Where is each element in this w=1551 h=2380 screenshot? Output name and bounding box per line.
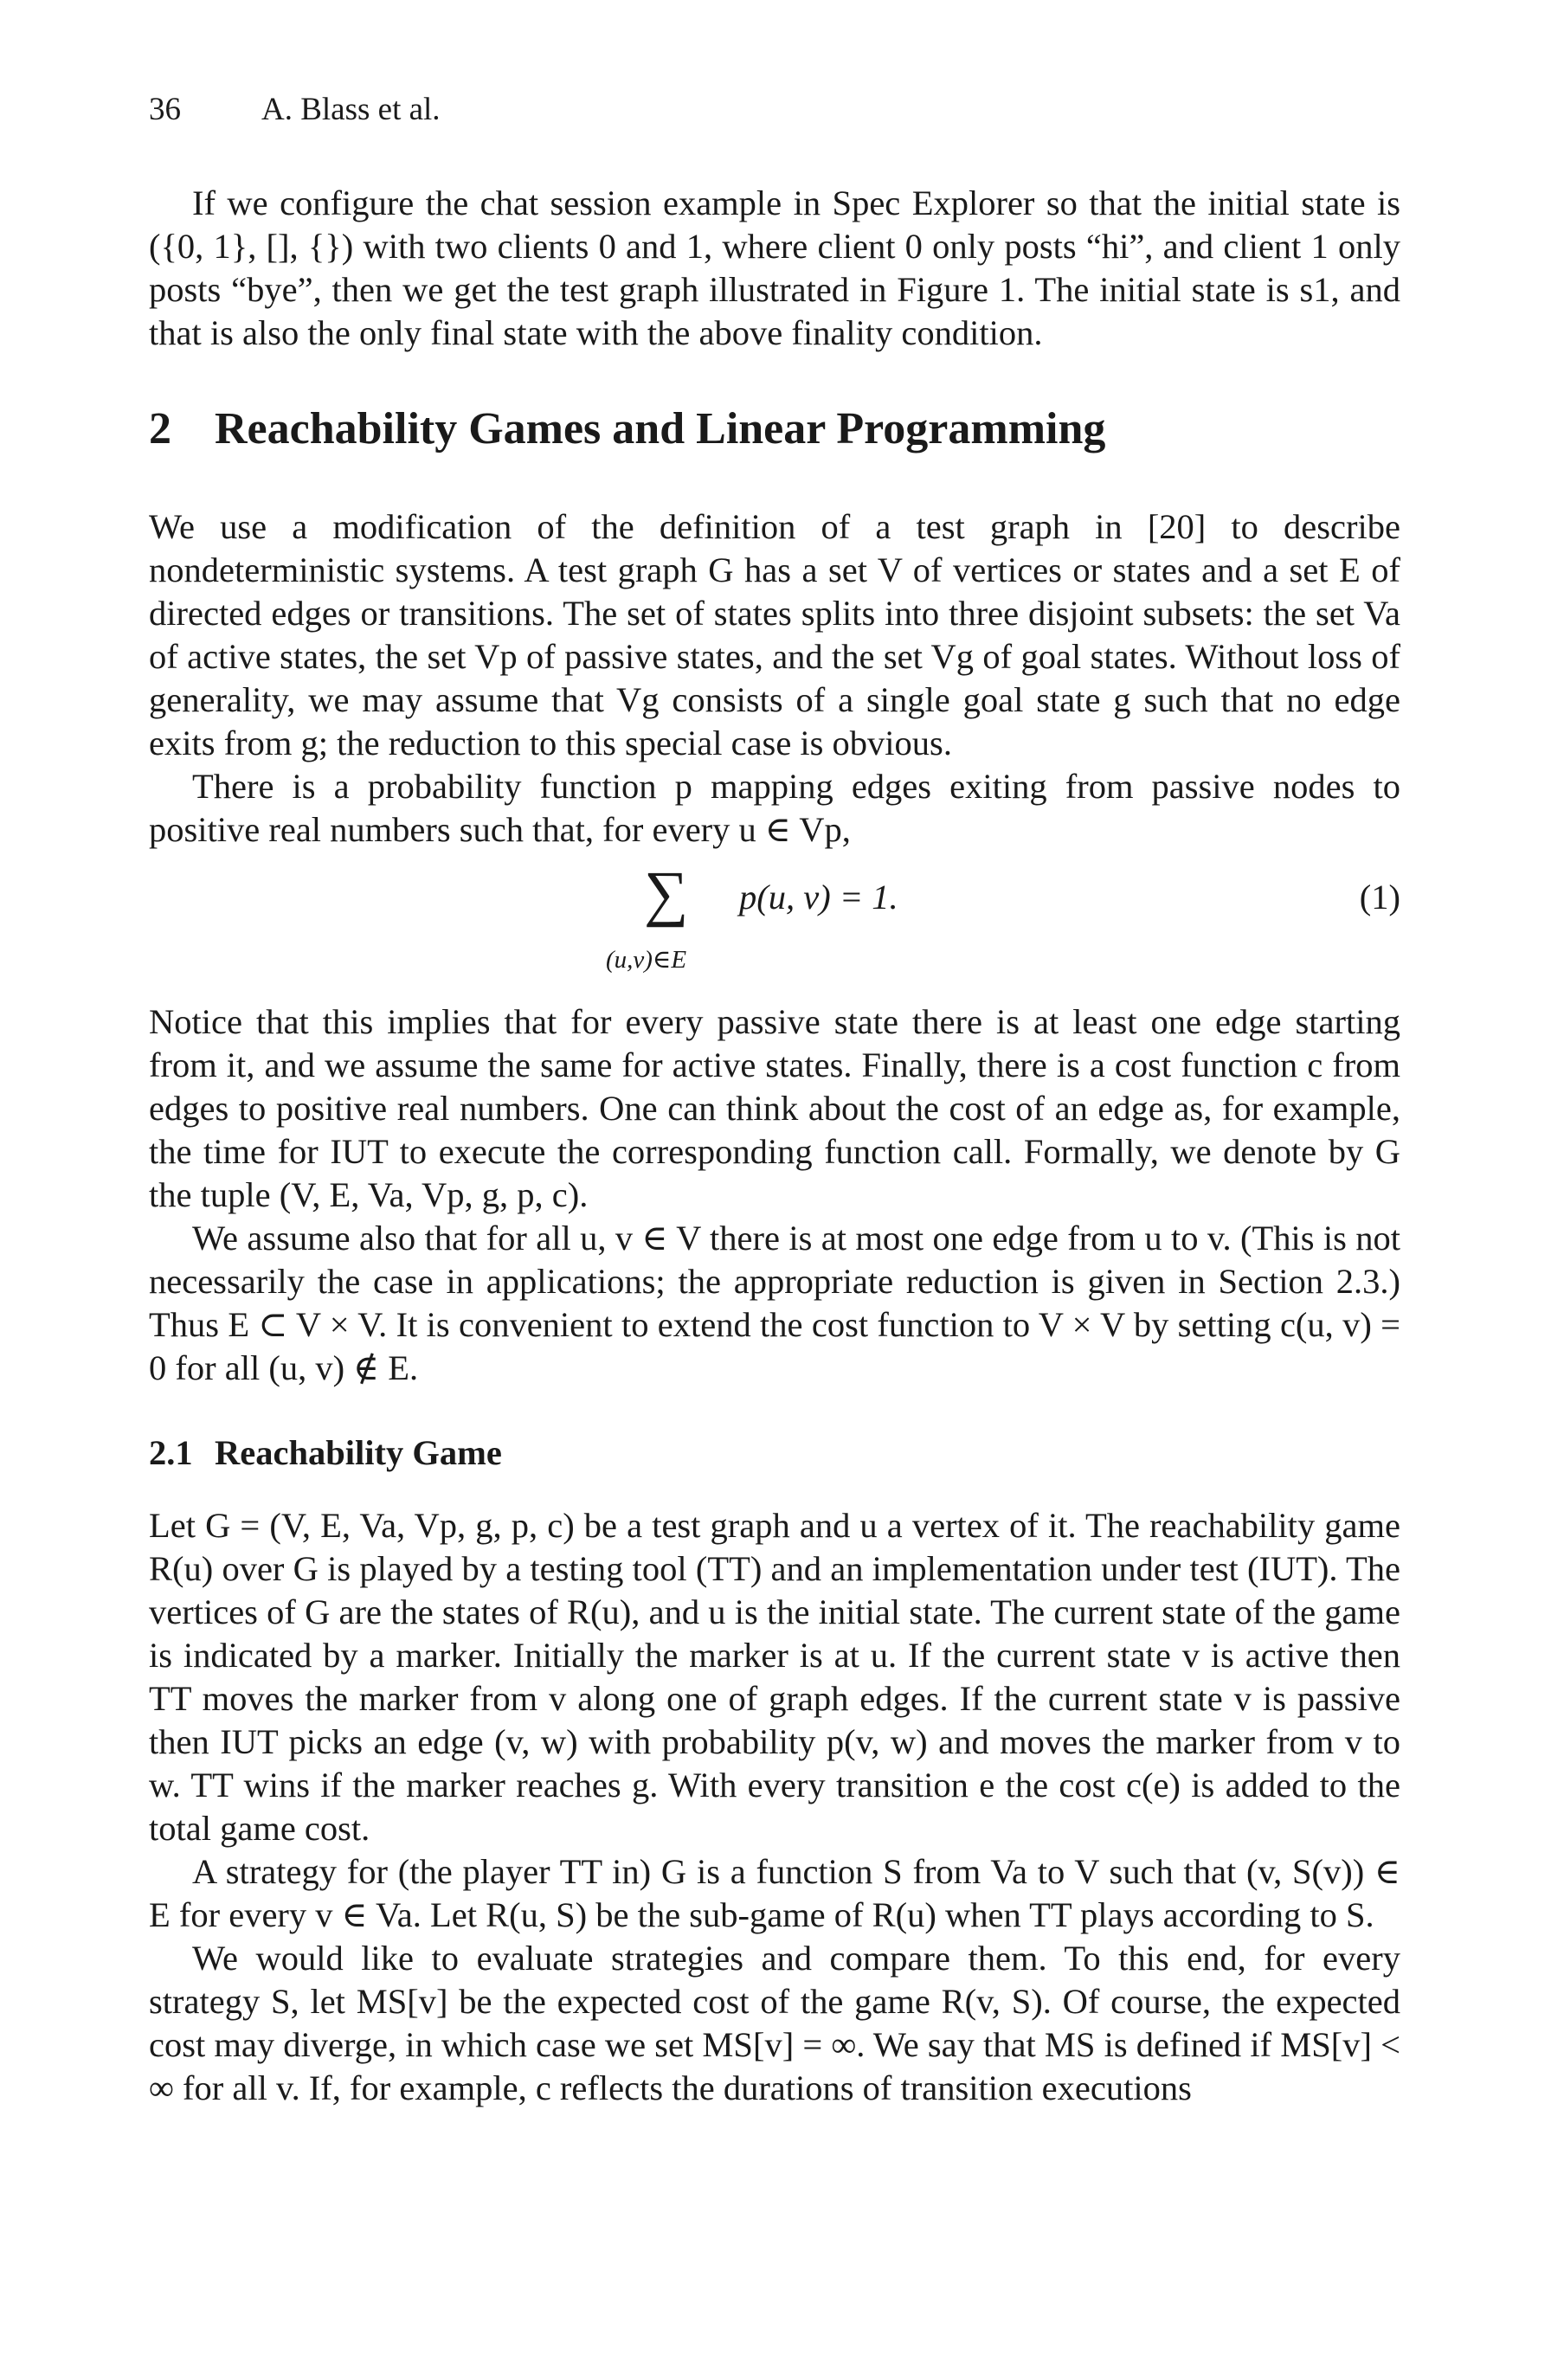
equation-1 [149,859,1400,988]
paragraph: If we configure the chat session example in Spec Explorer so that the initial state is ({0, 1}, [], {}) with two clients 0 and 1, where client 0 only posts “hi”, and client 1 only posts “bye”, then we get the test graph illustrated in Figure 1. The initial state is s1, and that is also the only final state with the above finality condition. [149,183,1400,352]
running-title: A. Blass et al. [261,92,441,127]
body-text [149,182,1400,2110]
paragraph: We assume also that for all u, v ∈ V there is at most one edge from u to v. (This is not necessarily the case in applications; the appropriate reduction is given in Section 2.3.) Thus E ⊂ V × V. It is convenient to extend the cost function to V × V by setting c(u, v) = 0 for all (u, v) ∉ E. [149,1219,1400,1387]
subsection-title: Reachability Game [215,1433,502,1472]
section-heading [149,403,1400,455]
subsection-number: 2.1 [149,1433,193,1472]
section-title: Reachability Games and Linear Programming [215,404,1106,453]
sum-symbol: ∑ [644,859,689,928]
subsection-heading [149,1431,1400,1475]
page-number: 36 [149,92,181,127]
paragraph: Let G = (V, E, Va, Vp, g, p, c) be a test graph and u a vertex of it. The reachability game R(u) over G is played by a testing tool (TT) and an implementation under test (IUT). The vertices of G are the states of R(u), and u is the initial state. The current state of the game is indicated by a marker. Initially the marker is at u. If the current state v is active then TT moves the marker from v along one of graph edges. If the current state v is passive then IUT picks an edge (v, w) with probability p(v, w) and moves the marker from v to w. TT wins if the marker reaches g. With every transition e the cost c(e) is added to the total game cost. [149,1506,1400,1848]
section-number: 2 [149,404,171,453]
running-header [149,93,441,125]
paragraph: We use a modification of the definition of a test graph in [20] to describe nondeterministic systems. A test graph G has a set V of vertices or states and a set E of directed edges or transitions. The set of states splits into three disjoint subsets: the set Va of active states, the set Vp of passive states, and the set Vg of goal states. Without loss of generality, we may assume that Vg consists of a single goal state g such that no edge exits from g; the reduction to this special case is obvious. [149,507,1400,762]
paragraph: Notice that this implies that for every passive state there is at least one edge starting from it, and we assume the same for active states. Finally, there is a cost function c from edges to positive real numbers. One can think about the cost of an edge as, for example, the time for IUT to execute the corresponding function call. Formally, we denote by G the tuple (V, E, Va, Vp, g, p, c). [149,1002,1400,1214]
sum-limit: (u,v)∈E [606,946,687,974]
paragraph: A strategy for (the player TT in) G is a function S from Va to V such that (v, S(v)) ∈ E for every v ∈ Va. Let R(u, S) be the sub-game of R(u) when TT plays according to S. [149,1852,1400,1934]
equation-expression: p(u, v) = 1. [739,878,898,917]
paragraph: There is a probability function p mapping edges exiting from passive nodes to positive real numbers such that, for every u ∈ Vp, [149,767,1400,849]
equation-number: (1) [1359,878,1400,917]
paragraph: We would like to evaluate strategies and compare them. To this end, for every strategy S, let MS[v] be the expected cost of the game R(v, S). Of course, the expected cost may diverge, in which case we set MS[v] = ∞. We say that MS is defined if MS[v] < ∞ for all v. If, for example, c reflects the durations of transition executions [149,1939,1400,2107]
